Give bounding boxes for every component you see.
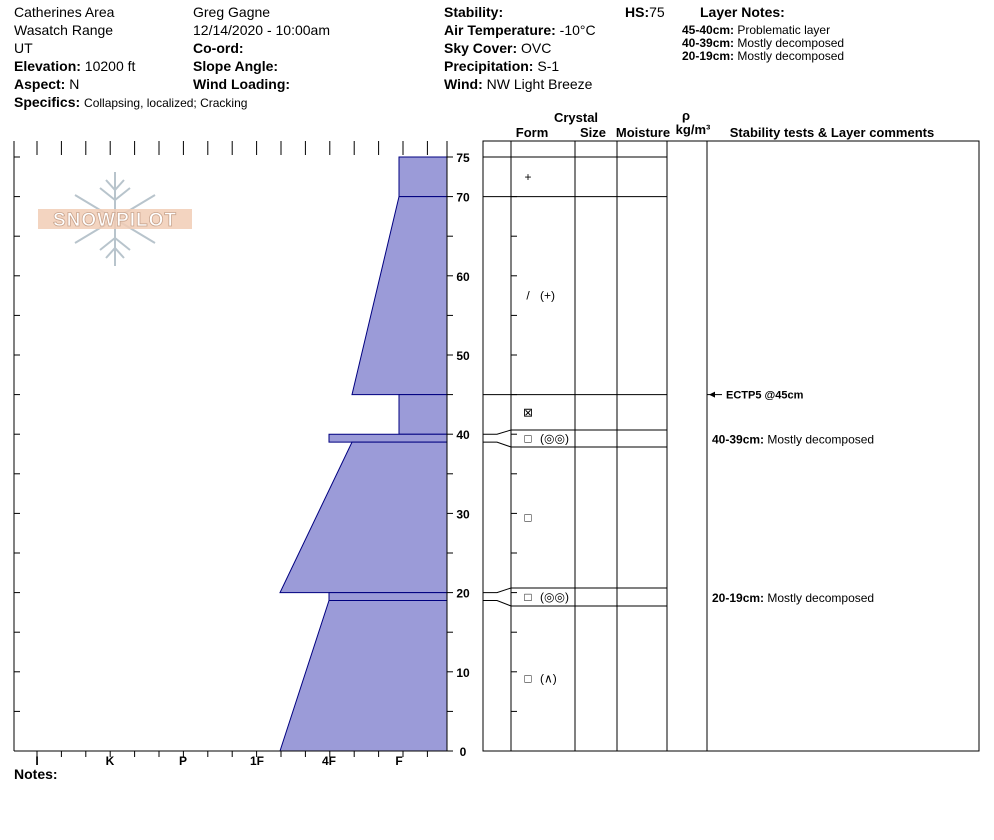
- arrow-left-icon: [709, 392, 715, 398]
- specifics-label: Specifics:: [14, 94, 81, 110]
- secondary-form-icon: (∧): [540, 671, 557, 686]
- layer-notes-title-text: Layer Notes:: [700, 4, 785, 20]
- hardness-layer: [329, 434, 447, 442]
- sky-label: Sky Cover:: [444, 40, 518, 56]
- location: Catherines Area: [14, 4, 115, 20]
- snowpilot-logo: [38, 172, 192, 266]
- hardness-profile: [280, 157, 447, 751]
- faceted-icon: □: [524, 431, 532, 446]
- range: Wasatch Range: [14, 22, 114, 38]
- layer-comment: [712, 591, 874, 605]
- precip-value: S-1: [537, 58, 560, 74]
- layer-comment-text: Mostly decomposed: [767, 432, 875, 447]
- layer-comment-range: 20-19cm:: [712, 591, 768, 605]
- moisture-header: Moisture: [615, 125, 671, 140]
- depth-tick-label: 10: [456, 665, 470, 680]
- stability-label-text: Stability:: [444, 4, 504, 20]
- sky-value: OVC: [521, 40, 552, 56]
- elevation-value: 10200 ft: [84, 58, 136, 74]
- layer-note-range: 20-19cm:: [682, 49, 735, 63]
- observer: Greg Gagne: [193, 4, 271, 20]
- mixed-form-icon: ⊠: [522, 405, 534, 420]
- faceted-icon: □: [524, 590, 532, 604]
- specifics-value: Collapsing, localized; Cracking: [84, 96, 248, 110]
- layer-note-text: Mostly decomposed: [737, 36, 845, 50]
- form-header: Form: [515, 125, 549, 140]
- elevation-label: Elevation:: [14, 58, 81, 74]
- hardness-layer: [329, 593, 447, 601]
- layer-note-range: 40-39cm:: [682, 36, 735, 50]
- comments-header: Stability tests & Layer comments: [729, 125, 935, 140]
- air-temp-label: Air Temperature:: [444, 22, 556, 38]
- layer-note-range: 45-40cm:: [682, 23, 735, 37]
- stability-test-label: ECTP5 @45cm: [726, 389, 804, 402]
- decomposing-icon: /: [526, 288, 530, 303]
- hardness-tick-label: F: [395, 754, 403, 768]
- hs-value: 75: [649, 4, 665, 20]
- layer-note-text: Mostly decomposed: [737, 49, 845, 63]
- hardness-layer: [280, 601, 447, 751]
- notes-label-text: Notes:: [14, 766, 58, 782]
- faceted-icon: □: [524, 671, 532, 686]
- secondary-form-icon: (◎◎): [540, 590, 569, 604]
- secondary-form-icon: (+): [540, 288, 555, 303]
- slope-label-text: Slope Angle:: [193, 58, 279, 74]
- depth-tick-label: 60: [456, 269, 470, 284]
- size-header: Size: [579, 125, 607, 140]
- state: UT: [14, 40, 33, 56]
- wind-value: NW Light Breeze: [486, 76, 593, 92]
- hardness-layer: [352, 197, 447, 395]
- aspect-value: N: [69, 76, 80, 92]
- datetime: 12/14/2020 - 10:00am: [193, 22, 330, 38]
- boundary-leader: [483, 601, 511, 606]
- depth-tick-label: 0: [459, 745, 467, 759]
- boundary-leader: [483, 442, 511, 447]
- secondary-form-icon: (◎◎): [540, 431, 569, 446]
- layer-comment-range: 40-39cm:: [712, 432, 768, 447]
- faceted-icon: □: [524, 510, 532, 525]
- density-unit-header: kg/m³: [675, 122, 711, 137]
- depth-tick-label: 50: [456, 349, 470, 363]
- hardness-layer: [280, 442, 447, 592]
- precip-label: Precipitation:: [444, 58, 534, 74]
- hardness-layer: [399, 157, 447, 197]
- boundary-leader: [483, 430, 511, 434]
- depth-tick-label: 30: [456, 507, 470, 522]
- layer-comments: [707, 390, 874, 605]
- rho-header: ρ: [681, 108, 691, 123]
- depth-tick-label: 70: [456, 190, 470, 205]
- hs-label: HS:: [625, 4, 650, 20]
- depth-tick-label: 75: [456, 151, 470, 165]
- layer-comment-text: Mostly decomposed: [767, 591, 875, 605]
- hardness-tick-label: I: [35, 754, 39, 768]
- aspect-label: Aspect:: [14, 76, 66, 92]
- wind-label: Wind:: [444, 76, 483, 92]
- hardness-tick-label: 4F: [321, 754, 337, 768]
- air-temp-value: -10°C: [559, 22, 596, 38]
- coord-label-text: Co-ord:: [193, 40, 244, 56]
- logo-text: SNOWPILOT: [52, 210, 178, 231]
- hardness-tick-label: 1F: [249, 754, 265, 768]
- depth-tick-label: 40: [456, 428, 470, 443]
- depth-tick-label: 20: [456, 586, 470, 601]
- new-snow-icon: +: [524, 169, 532, 184]
- crystal-header: Crystal: [553, 110, 599, 125]
- hardness-layer: [399, 395, 447, 435]
- wind-loading-label-text: Wind Loading:: [193, 76, 291, 92]
- hardness-tick-label: K: [105, 754, 115, 768]
- layer-note-text: Problematic layer: [737, 23, 831, 37]
- boundary-leader: [483, 588, 511, 593]
- layer-comment: [712, 433, 874, 447]
- hardness-tick-label: P: [178, 754, 188, 768]
